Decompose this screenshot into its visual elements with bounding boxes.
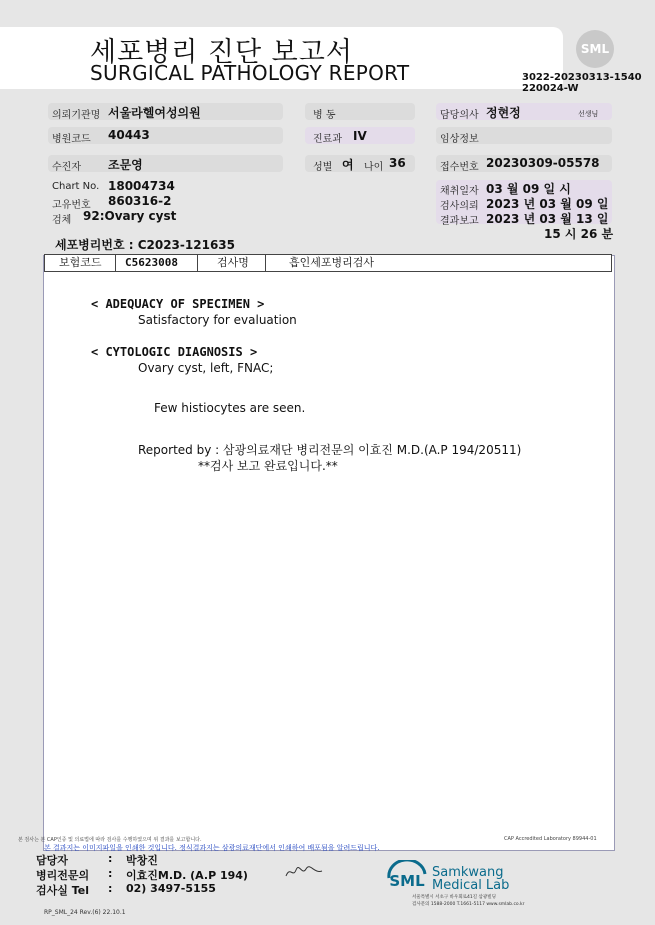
insurance-code-label: 보험코드 <box>59 256 102 269</box>
sml-logo-icon: SML <box>576 30 614 68</box>
cap-note: CAP Accredited Laboratory 89944-01 <box>504 836 597 842</box>
divider <box>197 255 198 271</box>
complete-note: **검사 보고 완료입니다.** <box>198 459 338 473</box>
collected-value: 03 월 09 일 시 <box>486 182 571 196</box>
diagnosis-title: < CYTOLOGIC DIAGNOSIS > <box>91 345 258 359</box>
svg-text:SML: SML <box>389 872 425 890</box>
requested-value: 2023 년 03 월 09 일 <box>486 197 609 211</box>
brand-name <box>432 866 509 892</box>
patient-field <box>48 155 283 172</box>
reported-by: Reported by : 삼광의료재단 병리전문의 이효진 M.D.(A.P 194/20511) <box>138 443 522 457</box>
divider <box>265 255 266 271</box>
dept-label: 진료과 <box>313 134 342 145</box>
brand-line1: Samkwang <box>432 865 504 880</box>
samkwang-logo-icon <box>385 860 429 896</box>
diagnosis-text: Ovary cyst, left, FNAC; <box>138 361 274 375</box>
sex-label: 성별 <box>313 162 333 173</box>
receipt-label: 접수번호 <box>440 162 479 173</box>
address-line2: 검사문의 1588-2000 T.1661-5117 www.smlab.co.kr <box>412 902 525 907</box>
adequacy-text: Satisfactory for evaluation <box>138 313 297 327</box>
chart-value: 18004734 <box>108 179 175 193</box>
adequacy-title: < ADEQUACY OF SPECIMEN > <box>91 297 265 311</box>
unique-value: 860316-2 <box>108 194 172 208</box>
address-line1: 서울특별시 서초구 바우뫼로41길 삼광빌딩 <box>412 895 496 900</box>
pathologist-value: 이효진M.D. (A.P 194) <box>126 869 248 882</box>
hospital-code-value: 40443 <box>108 128 150 142</box>
specimen-value: 92:Ovary cyst <box>83 209 177 223</box>
colon: : <box>108 852 113 865</box>
pathologist-label: 병리전문의 <box>36 869 90 882</box>
reported-label: 결과보고 <box>440 216 479 227</box>
dept-value: IV <box>353 129 367 143</box>
title-korean: 세포병리 진단 보고서 <box>90 37 353 68</box>
institution-value: 서울라헬여성의원 <box>108 106 201 120</box>
patient-value: 조문영 <box>108 158 143 172</box>
test-name-value: 흡인세포병리검사 <box>289 256 375 269</box>
form-number: RP_SML_24 Rev.(6) 22.10.1 <box>44 909 126 916</box>
sex-value: 여 <box>342 158 354 172</box>
colon: : <box>108 882 113 895</box>
lab-tel-label: 검사실 Tel <box>36 884 89 897</box>
age-value: 36 <box>389 156 406 170</box>
report-id-line1: 3022-20230313-1540 <box>522 72 642 83</box>
reported-value: 2023 년 03 월 13 일 <box>486 212 609 226</box>
receipt-value: 20230309-05578 <box>486 156 600 170</box>
test-name-label: 검사명 <box>217 256 249 269</box>
colon: : <box>108 867 113 880</box>
reported-time: 15 시 26 분 <box>544 227 614 241</box>
cytology-number: 세포병리번호 : C2023-121635 <box>55 238 235 252</box>
chart-label: Chart No. <box>52 181 100 192</box>
unique-label: 고유번호 <box>52 200 91 211</box>
address <box>412 894 525 908</box>
institution-label: 의뢰기관명 <box>52 110 101 121</box>
specimen-label: 검체 <box>52 215 72 226</box>
finding-text: Few histiocytes are seen. <box>154 401 306 415</box>
divider <box>115 255 116 271</box>
collected-label: 채취일자 <box>440 186 479 197</box>
person-value: 박창진 <box>126 854 158 867</box>
lab-tel-value: 02) 3497-5155 <box>126 882 216 895</box>
insurance-code-value: C5623008 <box>125 256 178 269</box>
brand-line2: Medical Lab <box>432 878 510 893</box>
age-label: 나이 <box>364 162 384 173</box>
doctor-value: 정현정 <box>486 106 521 120</box>
patient-label: 수진자 <box>52 162 81 173</box>
clinical-info-label: 임상정보 <box>440 134 479 145</box>
report-id <box>522 72 642 94</box>
footer-note: 본 검사는 본 CAP인증 및 의료법에 따라 검사를 수행하였으며 위 결과를 보고합니다. <box>18 837 202 843</box>
report-id-line2: 220024-W <box>522 83 579 94</box>
signature-icon <box>284 864 324 880</box>
person-label: 담당자 <box>36 854 68 867</box>
insurance-row <box>44 254 612 272</box>
doctor-label: 담당의사 <box>440 110 479 121</box>
title-english: SURGICAL PATHOLOGY REPORT <box>90 61 410 85</box>
ward-label: 병 동 <box>313 110 336 121</box>
image-notice: 본 결과지는 이미지파일을 인쇄한 것입니다. 정식결과지는 삼광의료재단에서 인쇄하여 배포됨을 알려드립니다. <box>44 844 380 852</box>
requested-label: 검사의뢰 <box>440 201 479 212</box>
doctor-suffix: 선생님 <box>578 110 599 118</box>
hospital-code-label: 병원코드 <box>52 134 91 145</box>
